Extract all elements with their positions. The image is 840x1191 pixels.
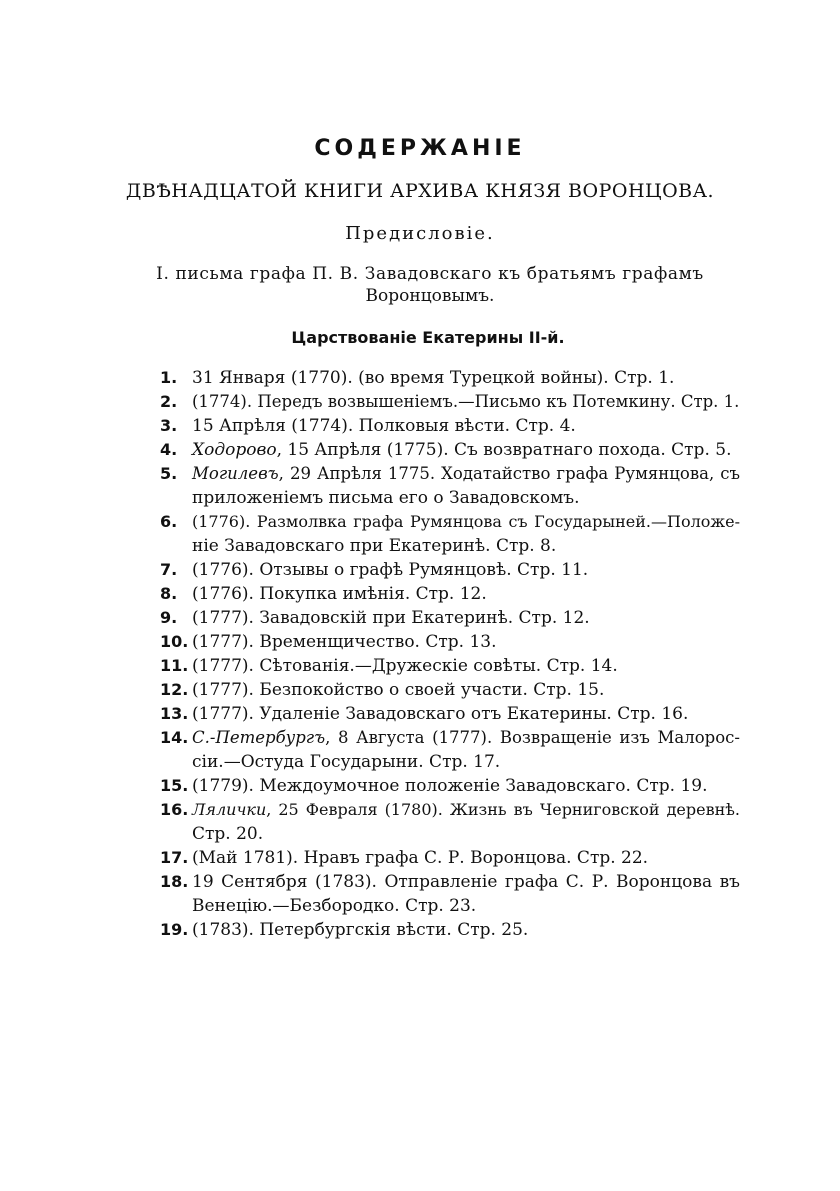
entry-number: 11. [160,656,189,675]
toc-entry [160,870,740,918]
entry-continuation: приложеніемъ письма его о Завадовскомъ. [192,488,580,508]
toc-entry [160,438,740,462]
toc-entry [160,582,740,606]
entry-line [192,654,740,678]
entry-text: (Май 1781). Нравъ графа С. Р. Воронцова. Стр. 22. [192,848,649,868]
entry-line [192,414,740,438]
entry-text: (1774). Передъ возвышеніемъ.—Письмо къ Потемкину. Стр. 1. [192,392,740,411]
entry-continuation: сіи.—Остуда Государыни. Стр. 17. [192,752,501,772]
entry-line [192,390,740,414]
entry-text: (1777). Сѣтованія.—Дружескіе совѣты. Стр. 14. [192,656,618,676]
toc-entry [160,510,740,558]
entry-number: 8. [160,584,178,603]
entry-line [192,510,740,534]
entry-number: 3. [160,416,178,435]
entry-number: 18. [160,872,189,891]
entry-number: 17. [160,848,189,867]
section-heading-line1: I. письма графа П. В. Завадовскаго къ братьямъ графамъ [156,264,704,284]
entry-number: 7. [160,560,178,579]
entry-number: 4. [160,440,178,459]
entry-line [192,438,740,462]
toc-entry [160,558,740,582]
entry-line [192,582,740,606]
entry-text: (1777). Удаленіе Завадовскаго отъ Екатерины. Стр. 16. [192,704,689,724]
entry-place: Могилевъ [192,464,279,483]
page-title: СОДЕРЖАНІЕ [314,136,526,161]
toc-entry [160,702,740,726]
entry-text: 31 Января (1770). (во время Турецкой войны). Стр. 1. [192,368,675,388]
entry-line [192,918,740,942]
entry-number: 10. [160,632,189,651]
toc-entry [160,606,740,630]
entry-continuation: Венецію.—Безбородко. Стр. 23. [192,896,477,916]
toc-entry [160,414,740,438]
entry-text: (1777). Безпокойство о своей участи. Стр. 15. [192,680,605,700]
entry-place: С.-Петербургъ [192,728,326,747]
entry-continuation: ніе Завадовскаго при Екатеринѣ. Стр. 8. [192,536,557,556]
entry-place: Лялички [192,800,267,819]
entry-number: 15. [160,776,189,795]
entry-text: (1777). Завадовскій при Екатеринѣ. Стр. 12. [192,608,590,628]
toc-entry [160,678,740,702]
section-heading-line2: Воронцовымъ. [365,286,495,306]
entry-text: 15 Апрѣля (1774). Полковыя вѣсти. Стр. 4. [192,416,576,436]
entry-line [192,678,740,702]
entry-line [192,726,740,750]
entry-number: 5. [160,464,178,483]
toc-entry [160,390,740,414]
entry-text: , 25 Февраля (1780). Жизнь въ Черниговской деревнѣ. [266,800,740,819]
entry-line [192,702,740,726]
toc-entry [160,654,740,678]
entry-text: 19 Сентября (1783). Отправленіе графа С. Р. Воронцова въ [192,872,740,892]
toc-entry [160,366,740,390]
reign-heading: Царствованіе Екатерины II-й. [291,328,565,347]
toc-entry [160,918,740,942]
entry-text: (1776). Размолвка графа Румянцова съ Государыней.—Положе- [192,512,740,531]
entry-text: (1777). Временщичество. Стр. 13. [192,632,497,652]
toc-entry [160,798,740,846]
toc-entry [160,846,740,870]
entry-number: 9. [160,608,178,627]
table-of-contents [160,366,740,942]
entry-line [192,366,740,390]
entry-number: 19. [160,920,189,939]
toc-entry [160,774,740,798]
entry-continuation: Стр. 20. [192,824,264,844]
entry-number: 12. [160,680,189,699]
entry-line [192,846,740,870]
entry-text: , 8 Августа (1777). Возвращеніе изъ Малорос- [325,728,740,747]
entry-text: , 29 Апрѣля 1775. Ходатайство графа Румянцова, съ [278,464,740,483]
toc-entry [160,726,740,774]
entry-line [192,630,740,654]
entry-text: (1783). Петербургскія вѣсти. Стр. 25. [192,920,529,940]
entry-line [192,558,740,582]
entry-place: Ходорово [192,440,277,460]
book-subtitle: ДВѢНАДЦАТОЙ КНИГИ АРХИВА КНЯЗЯ ВОРОНЦОВА. [125,180,715,202]
entry-number: 1. [160,368,178,387]
entry-text: (1779). Междоумочное положеніе Завадовскаго. Стр. 19. [192,776,708,796]
entry-number: 16. [160,800,189,819]
entry-line [192,870,740,894]
entry-text: (1776). Отзывы о графѣ Румянцовѣ. Стр. 11. [192,560,589,580]
preface-heading: Предисловіе. [345,223,495,244]
entry-line [192,774,740,798]
entry-line [192,798,740,822]
entry-number: 13. [160,704,189,723]
entry-number: 6. [160,512,178,531]
entry-number: 14. [160,728,189,747]
entry-text: (1776). Покупка имѣнія. Стр. 12. [192,584,487,604]
toc-entry [160,462,740,510]
entry-number: 2. [160,392,178,411]
entry-text: , 15 Апрѣля (1775). Съ возвратнаго похода. Стр. 5. [276,440,732,460]
toc-entry [160,630,740,654]
entry-line [192,462,740,486]
entry-line [192,606,740,630]
